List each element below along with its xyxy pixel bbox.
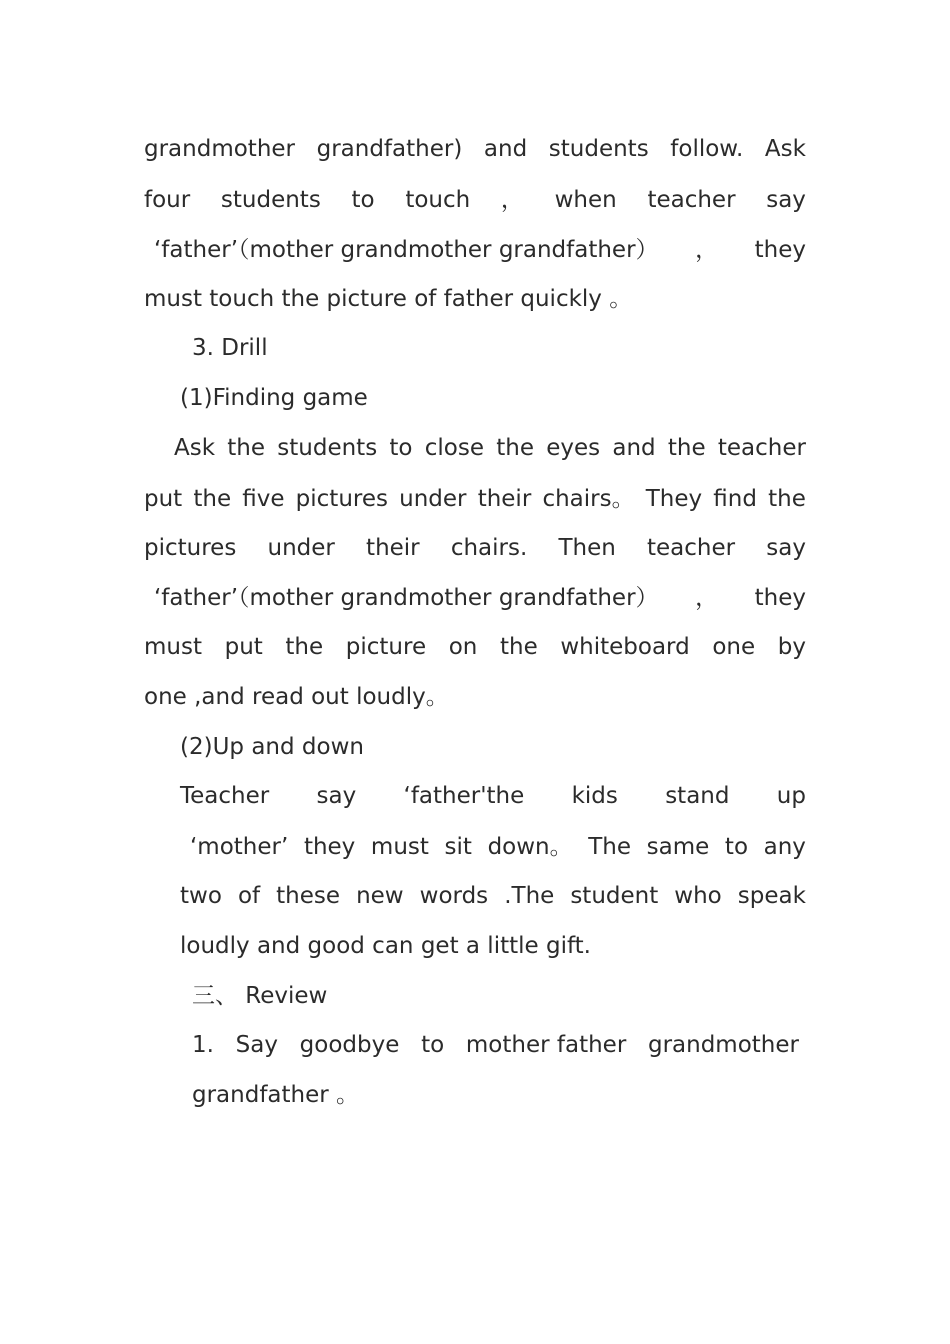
word: ， bbox=[695, 237, 719, 263]
word: their bbox=[366, 535, 420, 561]
word: close bbox=[424, 435, 484, 461]
word: new bbox=[356, 883, 404, 909]
word: Say bbox=[235, 1032, 278, 1058]
paragraph-line bbox=[144, 185, 806, 215]
word: Teacher bbox=[180, 783, 270, 809]
word: they bbox=[303, 834, 356, 860]
word: must bbox=[370, 834, 429, 860]
word: the bbox=[667, 435, 706, 461]
paragraph-line bbox=[144, 533, 806, 563]
word: Ask bbox=[764, 136, 806, 162]
word: to bbox=[351, 187, 375, 213]
word: The bbox=[588, 834, 632, 860]
word: students bbox=[277, 435, 378, 461]
word: grandmother bbox=[144, 136, 296, 162]
word: They bbox=[645, 486, 703, 512]
word: the bbox=[227, 435, 266, 461]
word: 1. bbox=[192, 1032, 214, 1058]
subsection-heading: (2)Up and down bbox=[180, 734, 364, 760]
word: to bbox=[724, 834, 749, 860]
word: stand bbox=[665, 783, 730, 809]
word: ‘father’（mother grandmother grandfather） bbox=[154, 585, 659, 611]
word: on bbox=[448, 634, 478, 660]
word: the bbox=[768, 486, 806, 512]
paragraph-line bbox=[190, 832, 806, 862]
word: one bbox=[712, 634, 756, 660]
word: goodbye bbox=[299, 1032, 400, 1058]
paragraph-line bbox=[144, 484, 806, 514]
paragraph-line: loudly and good can get a little gift. bbox=[180, 933, 591, 959]
paragraph-line: must touch the picture of father quickly 。 bbox=[144, 286, 633, 312]
word: under bbox=[267, 535, 335, 561]
word: who bbox=[674, 883, 722, 909]
list-item-continuation: grandfather 。 bbox=[192, 1082, 360, 1108]
word: picture bbox=[345, 634, 427, 660]
word: under bbox=[399, 486, 467, 512]
word: teacher bbox=[647, 187, 736, 213]
word: the bbox=[499, 634, 538, 660]
word: ‘mother’ bbox=[190, 834, 289, 860]
word: say bbox=[316, 783, 357, 809]
word: .The bbox=[504, 883, 555, 909]
word: whiteboard bbox=[560, 634, 690, 660]
word: students bbox=[548, 136, 649, 162]
paragraph-line bbox=[144, 134, 806, 164]
word: the bbox=[285, 634, 324, 660]
word: students bbox=[220, 187, 321, 213]
word: teacher bbox=[717, 435, 806, 461]
word: their bbox=[477, 486, 532, 512]
word: grandfather) bbox=[316, 136, 463, 162]
word: and bbox=[483, 136, 528, 162]
word: put bbox=[224, 634, 263, 660]
word: grandmother bbox=[647, 1032, 799, 1058]
word: student bbox=[570, 883, 659, 909]
paragraph-line bbox=[144, 632, 806, 662]
word: when bbox=[554, 187, 617, 213]
word: eyes bbox=[546, 435, 601, 461]
paragraph-line bbox=[154, 235, 806, 265]
word: words bbox=[419, 883, 489, 909]
word: the bbox=[496, 435, 534, 461]
paragraph-line: one ,and read out loudly。 bbox=[144, 684, 449, 710]
word: must bbox=[144, 634, 202, 660]
word: they bbox=[754, 237, 806, 263]
word: they bbox=[754, 585, 806, 611]
word: chairs。 bbox=[542, 486, 635, 512]
paragraph-line bbox=[180, 781, 806, 811]
word: pictures bbox=[144, 535, 237, 561]
word: kids bbox=[571, 783, 618, 809]
word: same bbox=[646, 834, 710, 860]
word: Ask bbox=[174, 435, 216, 461]
word: down。 bbox=[487, 834, 573, 860]
word: any bbox=[763, 834, 806, 860]
word: of bbox=[237, 883, 261, 909]
word: ‘father’（mother grandmother grandfather） bbox=[154, 237, 659, 263]
list-item bbox=[192, 1030, 799, 1060]
word: chairs. bbox=[450, 535, 528, 561]
word: touch bbox=[405, 187, 471, 213]
word: the bbox=[193, 486, 232, 512]
word: follow. bbox=[670, 136, 744, 162]
word: by bbox=[777, 634, 806, 660]
word: sit bbox=[444, 834, 472, 860]
word: say bbox=[766, 535, 806, 561]
word: to bbox=[389, 435, 413, 461]
word: say bbox=[766, 187, 806, 213]
paragraph-line bbox=[154, 583, 806, 613]
word: ‘father'the bbox=[403, 783, 525, 809]
word: speak bbox=[737, 883, 806, 909]
paragraph-line bbox=[174, 433, 806, 463]
word: teacher bbox=[646, 535, 736, 561]
word: these bbox=[276, 883, 341, 909]
word: to bbox=[421, 1032, 445, 1058]
word: put bbox=[144, 486, 183, 512]
section-heading: 3. Drill bbox=[192, 335, 268, 361]
word: Then bbox=[558, 535, 616, 561]
word: five bbox=[242, 486, 285, 512]
word: find bbox=[713, 486, 757, 512]
paragraph-line bbox=[180, 881, 806, 911]
section-heading: 三、 Review bbox=[192, 983, 328, 1009]
word: and bbox=[612, 435, 656, 461]
word: up bbox=[776, 783, 806, 809]
word: four bbox=[144, 187, 191, 213]
word: ， bbox=[500, 187, 524, 213]
word: ， bbox=[695, 585, 719, 611]
subsection-heading: (1)Finding game bbox=[180, 385, 368, 411]
word: mother father bbox=[465, 1032, 627, 1058]
word: pictures bbox=[295, 486, 388, 512]
word: two bbox=[180, 883, 222, 909]
